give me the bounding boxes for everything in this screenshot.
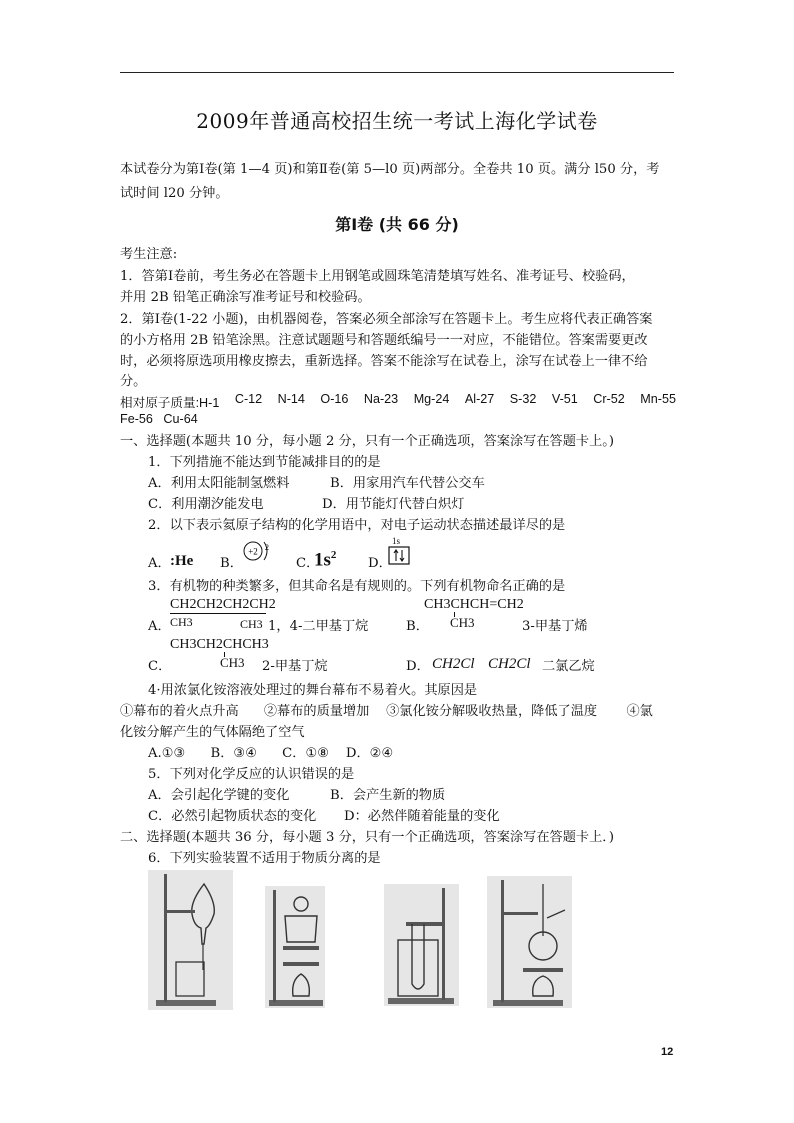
page-number: 12 — [661, 1046, 674, 1058]
intro-line-1: 本试卷分为第Ⅰ卷(第 1—4 页)和第Ⅱ卷(第 5—l0 页)两部分。全卷共 10 页。满分 l50 分，考 — [120, 162, 660, 177]
shell-electron-count: 2 — [265, 543, 269, 552]
q4-statements: ①幕布的着火点升高 ②幕布的质量增加 ③氯化铵分解吸收热量，降低了温度 ④氯 — [120, 704, 653, 719]
q3-option-a-name: 1，4-二甲基丁烷 — [268, 619, 369, 634]
q6-stem: 6．下列实验装置不适用于物质分离的是 — [148, 851, 381, 866]
atomic-mass: V-51 — [551, 392, 578, 406]
atom-structure-icon — [240, 539, 276, 567]
q2-option-b-label: B． — [220, 556, 243, 571]
atomic-mass: N-14 — [277, 392, 305, 406]
orbital-label: 1s — [392, 536, 401, 546]
atomic-mass: S-32 — [509, 392, 537, 406]
atomic-mass-row — [120, 392, 676, 411]
q3-a-substituent: CH3 — [240, 617, 263, 631]
header-rule — [120, 72, 674, 73]
q2-option-a-label: A． — [148, 556, 171, 571]
atomic-mass: Na-23 — [363, 392, 399, 406]
q5-option-d: D：必然伴随着能量的变化 — [344, 809, 500, 824]
atomic-mass: Mg-24 — [413, 392, 450, 406]
q3-d-formula: CH2Cl — [488, 656, 531, 672]
q1-option-c: C．利用潮汐能发电 — [148, 497, 264, 512]
q2-stem: 2．以下表示氦原子结构的化学用语中，对电子运动状态描述最详尽的是 — [148, 518, 566, 533]
q3-option-c-label: C． — [148, 659, 172, 674]
q3-option-d-name: 二氯乙烷 — [542, 659, 595, 674]
q5-stem: 5．下列对化学反应的认识错误的是 — [148, 767, 355, 782]
nucleus-charge: +2 — [248, 546, 258, 557]
q3-b-chain: CH3CHCH=CH2 — [424, 597, 524, 612]
q3-a-chain: CH2CH2CH2CH2 — [170, 597, 276, 612]
intro-line-2: 试时间 l20 分钟。 — [120, 186, 229, 201]
atomic-mass: C-12 — [234, 392, 263, 406]
q3-option-c-name: 2-甲基丁烷 — [262, 659, 328, 674]
q1-option-d: D．用节能灯代替白炽灯 — [322, 497, 465, 512]
q3-d-formula: CH2Cl — [432, 656, 475, 672]
q5-option-b: B．会产生新的物质 — [330, 788, 446, 803]
q1-option-b: B．用家用汽车代替公交车 — [330, 476, 485, 491]
q3-c-chain: CH3CH2CHCH3 — [170, 637, 269, 652]
part2-heading: 二、选择题(本题共 36 分，每小题 3 分，只有一个正确选项，答案涂写在答题卡上．) — [120, 830, 615, 845]
paper-title: 2009年普通高校招生统一考试上海化学试卷 — [196, 109, 598, 133]
q3-option-a-label: A． — [148, 619, 171, 634]
notice-line: 时，必须将原选项用橡皮擦去，重新选择。答案不能涂写在试卷上，涂写在试卷上一律不给 — [120, 354, 648, 369]
atomic-mass: Mn-55 — [640, 392, 676, 406]
orbital-box-icon — [388, 546, 412, 566]
q3-c-substituent: CH3 — [220, 655, 245, 670]
q2-electron-dot-formula: :He — [170, 553, 194, 569]
notice-line: 1．答第Ⅰ卷前，考生务必在答题卡上用钢笔或圆珠笔清楚填写姓名、准考证号、校验码， — [120, 269, 635, 284]
q2-option-d-label: D． — [368, 556, 392, 571]
part1-heading: 一、选择题(本题共 10 分，每小题 2 分，只有一个正确选项，答案涂写在答题卡上。) — [120, 434, 615, 449]
atomic-mass-line-2: Fe-56 Cu-64 — [120, 412, 198, 426]
sublimation-apparatus-icon — [265, 886, 325, 1008]
q5-option-a: A．会引起化学键的变化 — [148, 788, 290, 803]
test-tube-in-beaker-icon — [384, 884, 459, 1006]
atomic-mass: O-16 — [320, 392, 349, 406]
section-heading: 第Ⅰ卷 (共 66 分) — [335, 215, 459, 234]
q4-statements-cont: 化铵分解产生的气体隔绝了空气 — [120, 725, 305, 740]
notice-line: 的小方格用 2B 铅笔涂黑。注意试题题号和答题纸编号一一对应，不能错位。答案需要更改 — [120, 333, 648, 348]
q2-option-c-label: C． — [296, 556, 320, 571]
atomic-mass: 相对原子质量:H-1 — [120, 396, 220, 410]
q1-option-a: A．利用太阳能制氢燃料 — [148, 476, 290, 491]
q3-a-bond — [170, 613, 266, 614]
q1-stem: 1．下列措施不能达到节能减排目的的是 — [148, 455, 381, 470]
notice-line: 2．第Ⅰ卷(1-22 小题)，由机器阅卷，答案必须全部涂写在答题卡上。考生应将代表正确答案 — [120, 312, 653, 327]
q4-options: A.①③ B．③④ C．①⑧ D．②④ — [148, 746, 394, 761]
q3-a-substituent: CH3 — [170, 615, 193, 629]
q3-option-d-label: D． — [406, 659, 430, 674]
q3-stem: 3．有机物的种类繁多，但其命名是有规则的。下列有机物命名正确的是 — [148, 579, 566, 594]
q5-option-c: C．必然引起物质状态的变化 — [148, 809, 317, 824]
q3-b-substituent: CH3 — [450, 615, 475, 630]
notice-heading: 考生注意: — [120, 247, 178, 262]
notice-line: 分。 — [120, 374, 147, 389]
q3-option-b-label: B． — [406, 619, 429, 634]
q3-option-b-name: 3-甲基丁烯 — [522, 619, 588, 634]
atomic-mass: Al-27 — [464, 392, 495, 406]
atomic-mass: Cr-52 — [593, 392, 625, 406]
separatory-funnel-icon — [148, 870, 233, 1010]
q2-electron-configuration: $1s^2$ — [314, 549, 337, 571]
q4-stem: 4·用浓氯化铵溶液处理过的舞台幕布不易着火。其原因是 — [148, 683, 478, 698]
distillation-flask-icon — [487, 876, 572, 1008]
notice-line: 并用 2B 铅笔正确涂写准考证号和校验码。 — [120, 290, 371, 305]
